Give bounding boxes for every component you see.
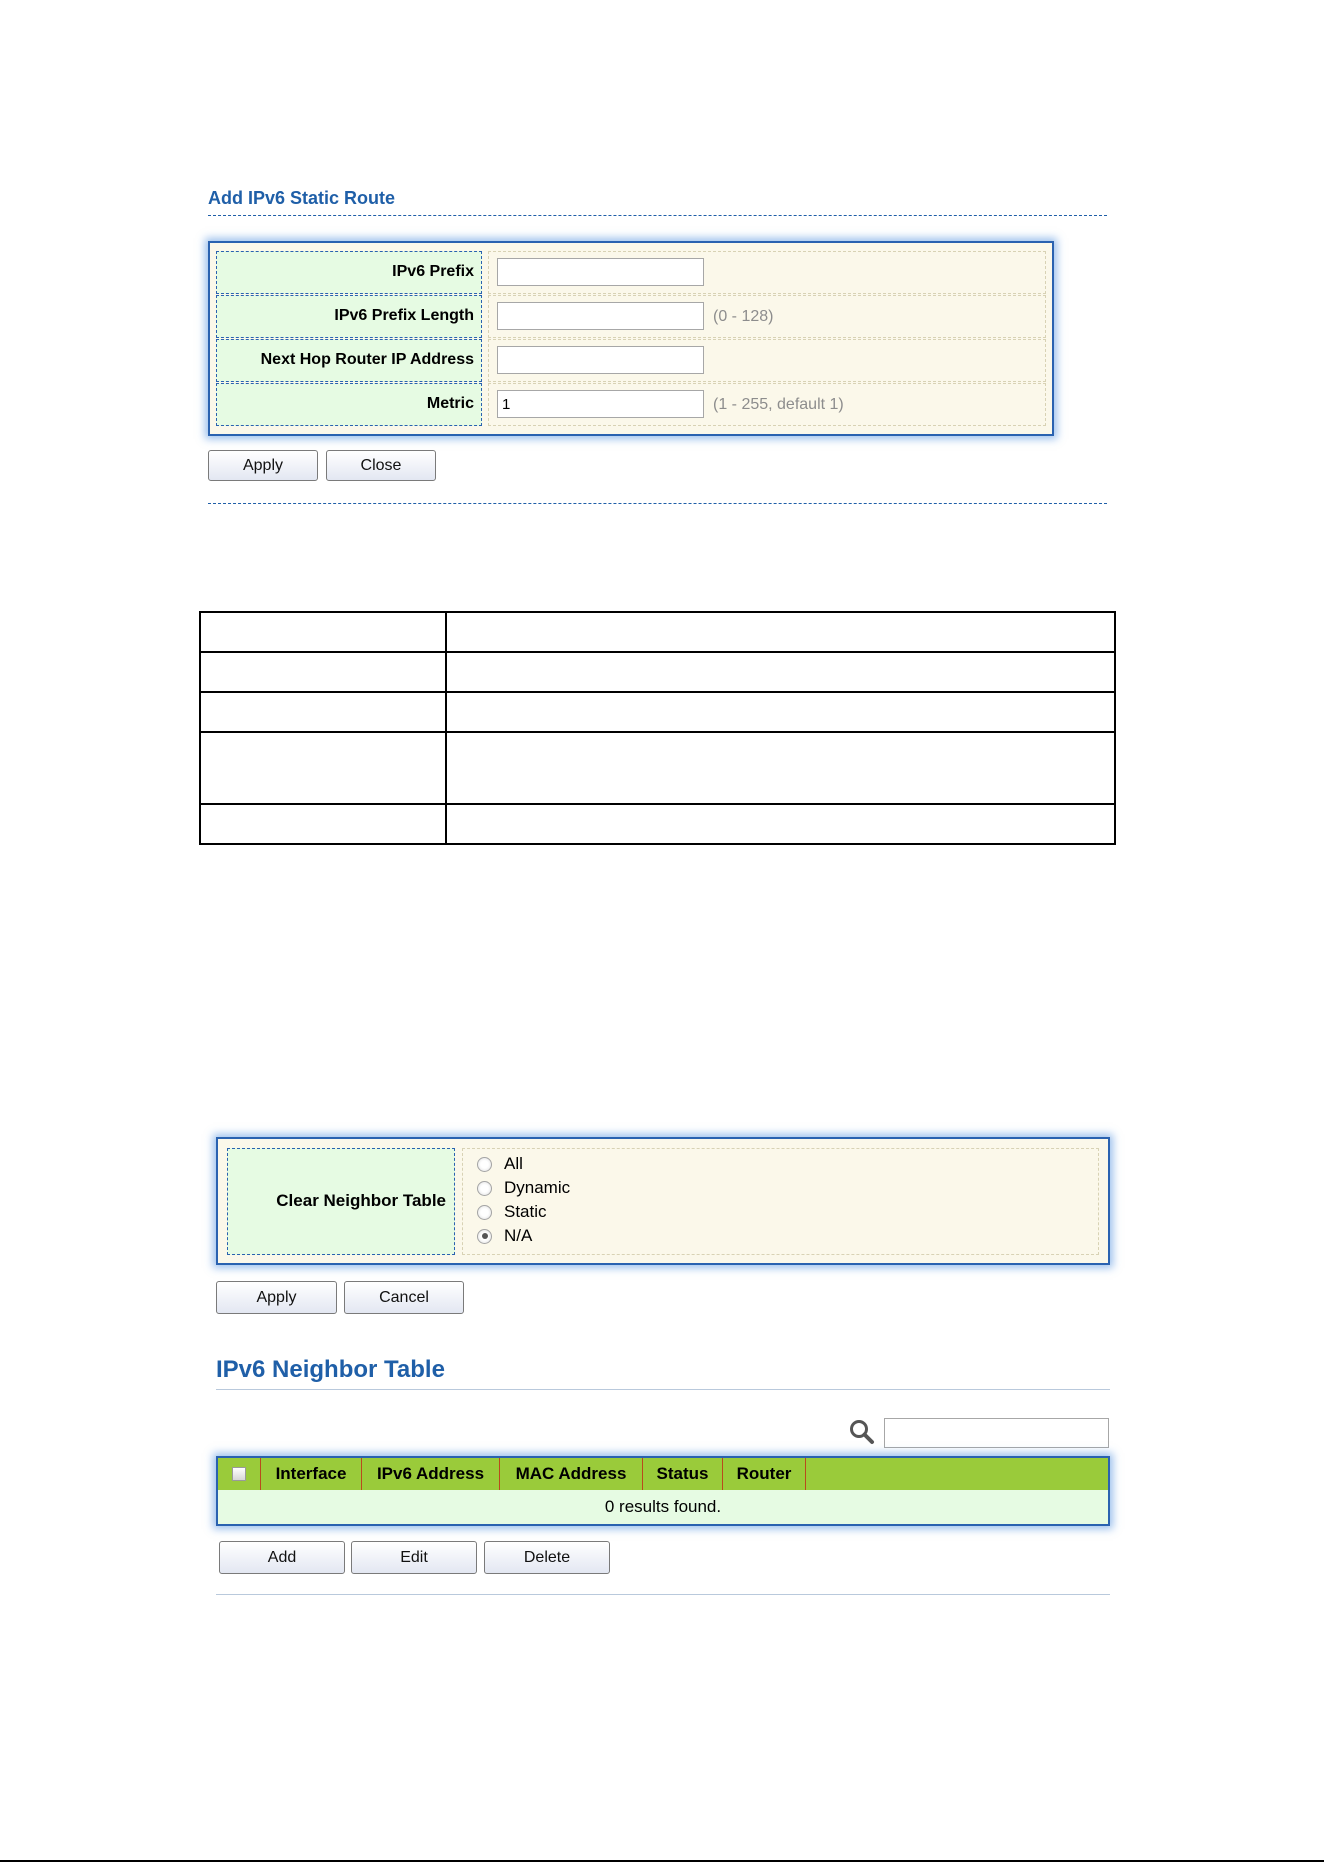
clear-neighbor-options	[462, 1148, 1099, 1255]
radio-option-na[interactable]	[477, 1225, 532, 1247]
close-button[interactable]: Close	[326, 450, 436, 481]
form-row-ipv6-prefix	[216, 251, 1046, 294]
neighbor-table	[216, 1456, 1110, 1526]
column-ipv6-address[interactable]: IPv6 Address	[362, 1458, 500, 1490]
form-row-prefix-length	[216, 295, 1046, 338]
ipv6-prefix-cell	[488, 251, 1046, 294]
radio-label: N/A	[504, 1226, 533, 1245]
apply-button[interactable]: Apply	[208, 450, 318, 481]
prefix-length-hint: (0 - 128)	[713, 308, 774, 325]
select-all-checkbox[interactable]	[232, 1467, 246, 1481]
prefix-length-label: IPv6 Prefix Length	[216, 295, 482, 338]
column-status[interactable]: Status	[643, 1458, 723, 1490]
form-row-metric	[216, 383, 1046, 426]
table-cell	[200, 612, 446, 652]
radio-button[interactable]	[477, 1205, 492, 1220]
table-row	[200, 652, 1115, 692]
description-table	[199, 611, 1116, 845]
radio-button[interactable]	[477, 1181, 492, 1196]
table-cell	[200, 692, 446, 732]
table-cell	[446, 804, 1115, 844]
table-cell	[200, 804, 446, 844]
table-cell	[446, 612, 1115, 652]
next-hop-input[interactable]	[497, 346, 704, 374]
delete-button[interactable]: Delete	[484, 1541, 610, 1574]
table-row	[200, 804, 1115, 844]
form-row-next-hop	[216, 339, 1046, 382]
title-divider	[208, 215, 1107, 216]
select-all-column	[218, 1458, 261, 1490]
search-icon[interactable]	[848, 1418, 876, 1446]
search-input[interactable]	[884, 1418, 1109, 1448]
table-cell	[446, 652, 1115, 692]
table-cell	[446, 692, 1115, 732]
clear-neighbor-form	[216, 1137, 1110, 1265]
next-hop-cell	[488, 339, 1046, 382]
prefix-length-cell	[488, 295, 1046, 338]
static-route-form	[208, 241, 1054, 436]
ipv6-prefix-input[interactable]	[497, 258, 704, 286]
metric-hint: (1 - 255, default 1)	[713, 396, 844, 413]
neighbor-bottom-divider	[216, 1594, 1110, 1595]
metric-label: Metric	[216, 383, 482, 426]
table-row	[200, 692, 1115, 732]
table-cell	[200, 732, 446, 804]
metric-cell	[488, 383, 1046, 426]
metric-input[interactable]	[497, 390, 704, 418]
radio-button[interactable]	[477, 1157, 492, 1172]
table-cell	[446, 732, 1115, 804]
clear-neighbor-label: Clear Neighbor Table	[227, 1148, 455, 1255]
radio-label: Static	[504, 1202, 547, 1221]
column-mac-address[interactable]: MAC Address	[500, 1458, 643, 1490]
form-bottom-divider	[208, 503, 1107, 504]
radio-option-static[interactable]	[477, 1201, 547, 1223]
edit-button[interactable]: Edit	[351, 1541, 477, 1574]
clear-apply-button[interactable]: Apply	[216, 1281, 337, 1314]
table-cell	[200, 652, 446, 692]
empty-results-message: 0 results found.	[604, 1497, 722, 1516]
radio-option-all[interactable]	[477, 1153, 523, 1175]
radio-label: All	[504, 1154, 523, 1173]
prefix-length-input[interactable]	[497, 302, 704, 330]
table-row	[200, 612, 1115, 652]
neighbor-title-divider	[216, 1389, 1110, 1390]
next-hop-label: Next Hop Router IP Address	[216, 339, 482, 382]
radio-option-dynamic[interactable]	[477, 1177, 570, 1199]
radio-label: Dynamic	[504, 1178, 571, 1197]
neighbor-table-title: IPv6 Neighbor Table	[216, 1356, 445, 1383]
table-row	[200, 732, 1115, 804]
static-route-title: Add IPv6 Static Route	[208, 188, 396, 208]
column-interface[interactable]: Interface	[261, 1458, 362, 1490]
add-button[interactable]: Add	[219, 1541, 345, 1574]
table-header	[218, 1458, 1108, 1490]
radio-button-selected[interactable]	[477, 1229, 492, 1244]
page-bottom-rule	[0, 1860, 1324, 1862]
column-router[interactable]: Router	[723, 1458, 806, 1490]
ipv6-prefix-label: IPv6 Prefix	[216, 251, 482, 294]
clear-cancel-button[interactable]: Cancel	[344, 1281, 464, 1314]
